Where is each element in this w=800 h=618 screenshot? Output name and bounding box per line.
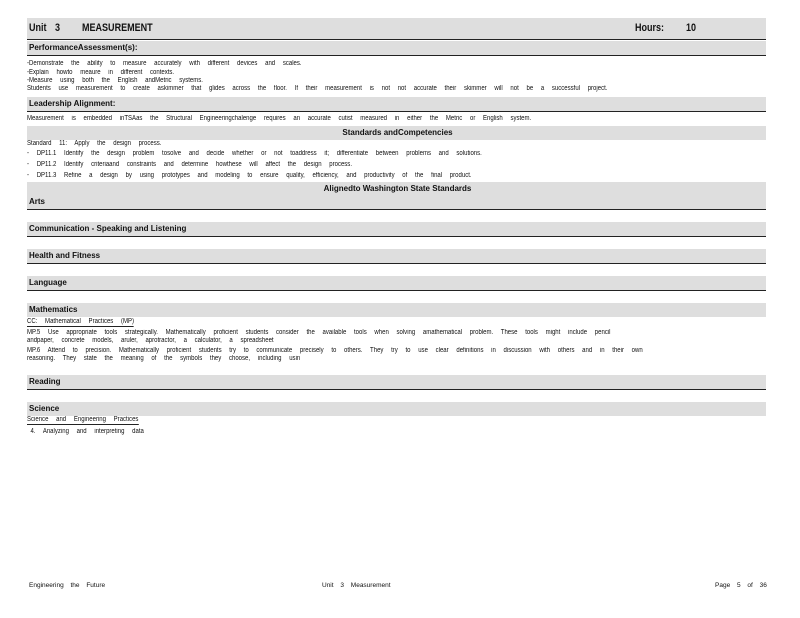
- arts-heading: Arts: [29, 197, 46, 206]
- footer-center: Unit 3 Measurement: [322, 582, 391, 589]
- math-practices-heading: CC: Mathematical Practices (MP): [27, 318, 135, 325]
- reading-heading: Reading: [27, 375, 766, 390]
- health-heading: Health and Fitness: [27, 249, 766, 264]
- science-line: 4. Analyzing and interpreting data: [30, 428, 144, 435]
- leadership-heading: Leadership Alignment:: [27, 97, 766, 112]
- mathematics-heading: Mathematics: [27, 303, 766, 317]
- performance-line: -Explain howto meaure in different contexts.: [27, 69, 175, 76]
- aligned-bar: [27, 182, 766, 210]
- unit-title: MEASUREMENT: [82, 22, 153, 34]
- standard-line: Standard 11: Apply the design process.: [27, 140, 162, 147]
- hours-label: Hours:: [635, 22, 665, 34]
- aligned-heading: Alignedto Washington State Standards: [323, 184, 472, 193]
- language-heading: Language: [27, 276, 766, 291]
- science-heading: Science: [27, 402, 766, 416]
- math-line: MP.6 Attend to precision. Mathematically proficient students try to communicate precisely to others. They try to use clear definitions in discussion with others and in their own: [27, 347, 643, 354]
- performance-heading: PerformanceAssessment(s):: [27, 41, 766, 56]
- unit-header-bar: [27, 18, 766, 40]
- math-line: andpaper, concrete models, aruler, aprotractor, a calculator, a spreadsheet: [27, 337, 274, 344]
- unit-label: Unit: [29, 22, 47, 34]
- footer-left: Engineering the Future: [29, 582, 106, 589]
- standard-line: - DP11.3 Refine a design by using prototypes and modeling to ensure quality, efficiency, and productivity of the final product.: [27, 172, 472, 179]
- standard-line: - DP11.2 Identify criteriaand constraints and determine howthese will affect the design process.: [27, 161, 352, 168]
- science-practices-heading: Science and Engineering Practices: [27, 416, 139, 423]
- curriculum-page: [27, 18, 766, 436]
- performance-line: -Measure using both the English andMetric systems.: [27, 77, 203, 84]
- unit-number: 3: [55, 22, 61, 34]
- standard-line: - DP11.1 Identify the design problem tosolve and decide whether or not toaddress it; differentiate between problems and solutions.: [27, 150, 482, 157]
- standards-heading: Standards andCompetencies: [27, 126, 766, 140]
- leadership-line: Measurement is embedded inTSAas the Structural Engineeringchalenge requires an accurate cutist measured in either the Metric or English system.: [27, 115, 532, 122]
- math-line: MP.5 Use appropriate tools strategically. Mathematically proficient students consider the available tools when solving amathematical problem. These tools might include pencil: [27, 329, 611, 336]
- performance-line: -Demonstrate the ability to measure accurately with different devices and scales.: [27, 60, 302, 67]
- communication-heading: Communication - Speaking and Listening: [27, 222, 766, 237]
- hours-value: 10: [686, 22, 697, 34]
- footer-page-number: Page 5 of 36: [715, 582, 767, 589]
- math-line: reasoning. They state the meaning of the symbols they choose, including usin: [27, 355, 301, 362]
- performance-line: Students use measurement to create askimmer that glides across the floor. If their measurement is not not accurate their skimmer will not be a successful project.: [27, 85, 608, 92]
